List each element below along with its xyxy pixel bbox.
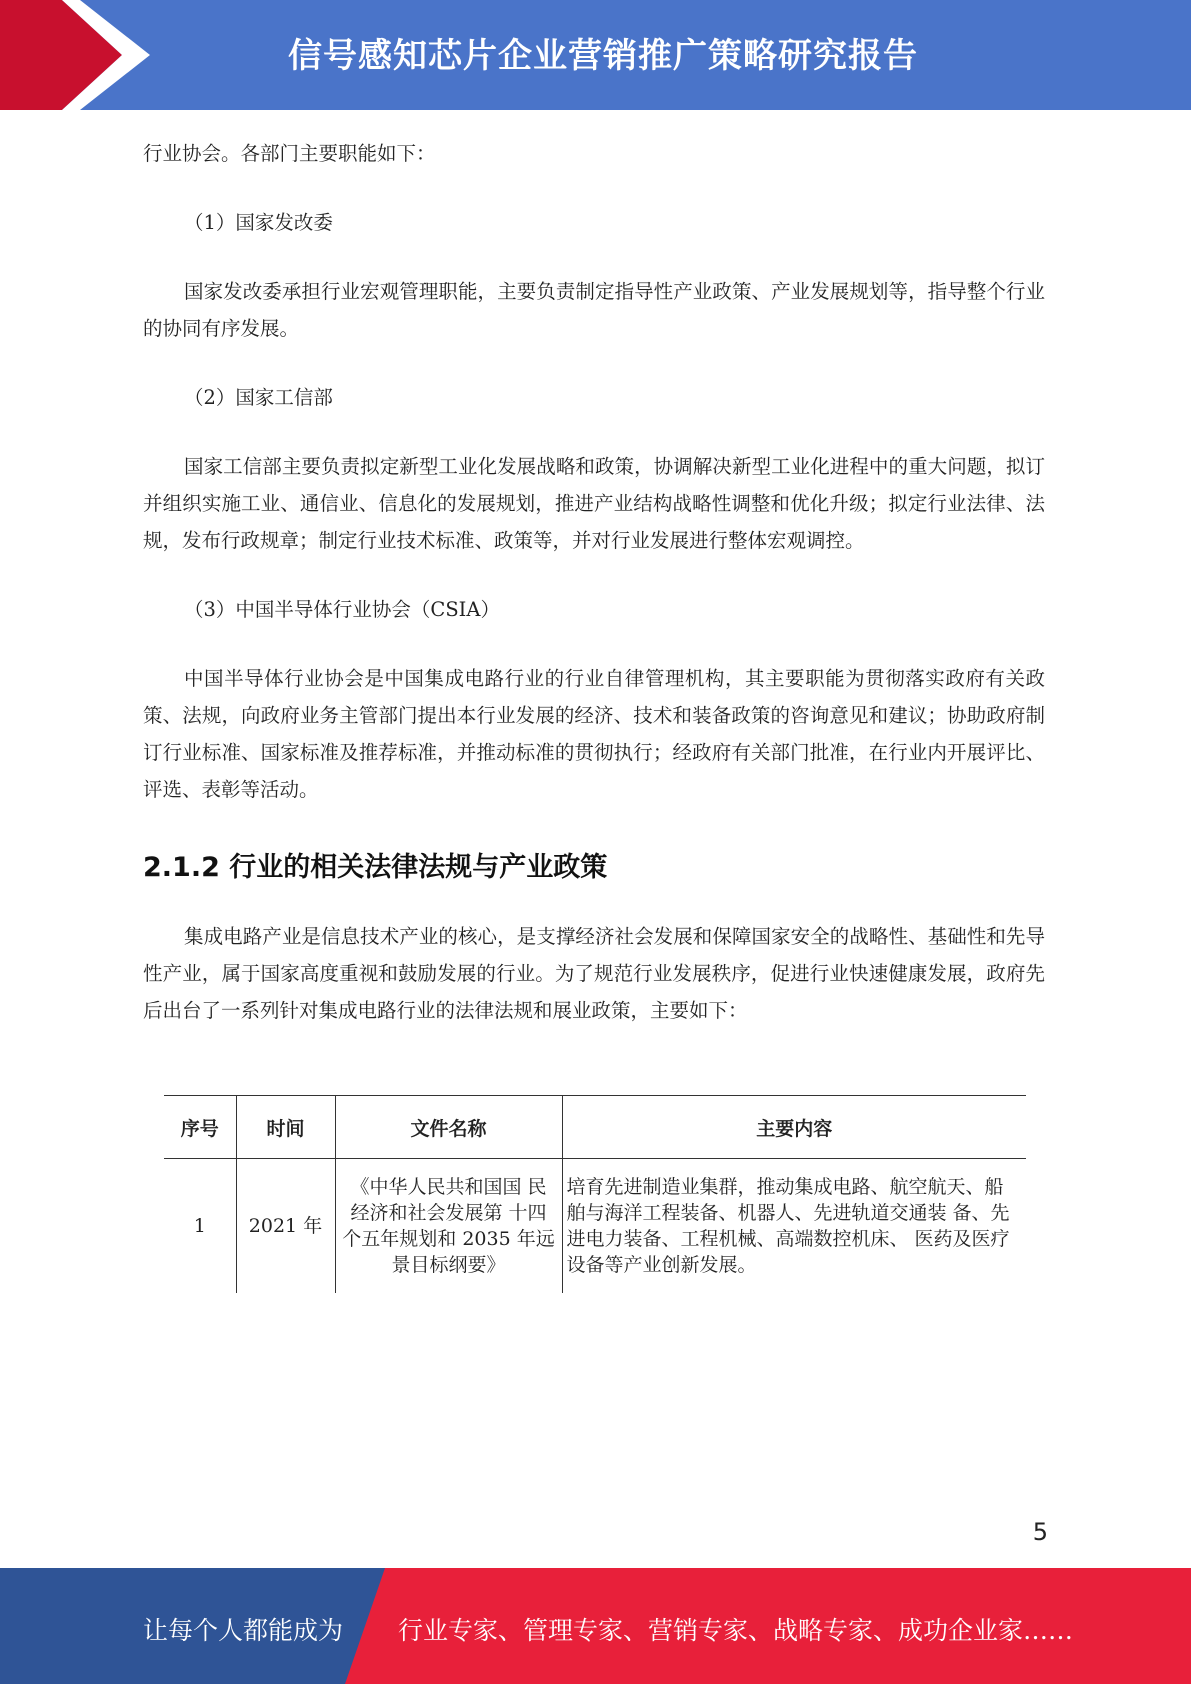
footer-slogan-right: 行业专家、管理专家、营销专家、战略专家、成功企业家…… bbox=[398, 1616, 1074, 1645]
page-footer bbox=[0, 1568, 1191, 1684]
page-header bbox=[0, 0, 1191, 110]
table-row bbox=[164, 1159, 1026, 1294]
cell-no: 1 bbox=[193, 1215, 206, 1237]
item-1-text: 国家发改委承担行业宏观管理职能，主要负责制定指导性产业政策、产业发展规划等，指导整个行业的协同有序发展。 bbox=[143, 280, 1045, 340]
section-paragraph: 集成电路产业是信息技术产业的核心，是支撑经济社会发展和保障国家安全的战略性、基础性和先导性产业，属于国家高度重视和鼓励发展的行业。为了规范行业发展秩序，促进行业快速健康发展，政府先后出台了一系列针对集成电路行业的法律法规和展业政策，主要如下： bbox=[143, 925, 1045, 1022]
policy-table bbox=[164, 1095, 1026, 1293]
header-time: 时间 bbox=[236, 1096, 335, 1159]
page-number: 5 bbox=[1032, 1518, 1048, 1546]
section-heading: 2.1.2 行业的相关法律法规与产业政策 bbox=[143, 852, 608, 883]
header-content: 主要内容 bbox=[562, 1096, 1026, 1159]
header-no: 序号 bbox=[164, 1096, 236, 1159]
paragraph-intro: 行业协会。各部门主要职能如下： bbox=[143, 142, 436, 165]
header-doc: 文件名称 bbox=[335, 1096, 562, 1159]
item-2-text: 国家工信部主要负责拟定新型工业化发展战略和政策，协调解决新型工业化进程中的重大问题，拟订并组织实施工业、通信业、信息化的发展规划，推进产业结构战略性调整和优化升级；拟定行业法律、法规，发布行政规章；制定行业技术标准、政策等，并对行业发展进行整体宏观调控。 bbox=[143, 455, 1045, 552]
document-body bbox=[143, 135, 1045, 1029]
item-3-text: 中国半导体行业协会是中国集成电路行业的行业自律管理机构，其主要职能为贯彻落实政府有关政策、法规，向政府业务主管部门提出本行业发展的经济、技术和装备政策的咨询意见和建议；协助政府制订行业标准、国家标准及推荐标准，并推动标准的贯彻执行；经政府有关部门批准，在行业内开展评比、评选、表彰等活动。 bbox=[143, 667, 1045, 801]
item-1-title: （1）国家发改委 bbox=[184, 211, 333, 234]
table-header-row bbox=[164, 1096, 1026, 1159]
cell-time: 2021 年 bbox=[236, 1159, 335, 1294]
item-3-title: （3）中国半导体行业协会（CSIA） bbox=[184, 598, 500, 621]
footer-slogan-left: 让每个人都能成为 bbox=[143, 1616, 344, 1645]
cell-content: 培育先进制造业集群，推动集成电路、航空航天、船舶与海洋工程装备、机器人、先进轨道交通装 备、先进电力装备、工程机械、高端数控机床、 医药及医疗设备等产业创新发展。 bbox=[562, 1159, 1026, 1294]
cell-doc: 《中华人民共和国国 民经济和社会发展第 十四个五年规划和 2035 年远景目标纲要》 bbox=[335, 1159, 562, 1294]
item-2-title: （2）国家工信部 bbox=[184, 386, 333, 409]
report-title: 信号感知芯片企业营销推广策略研究报告 bbox=[288, 36, 918, 76]
